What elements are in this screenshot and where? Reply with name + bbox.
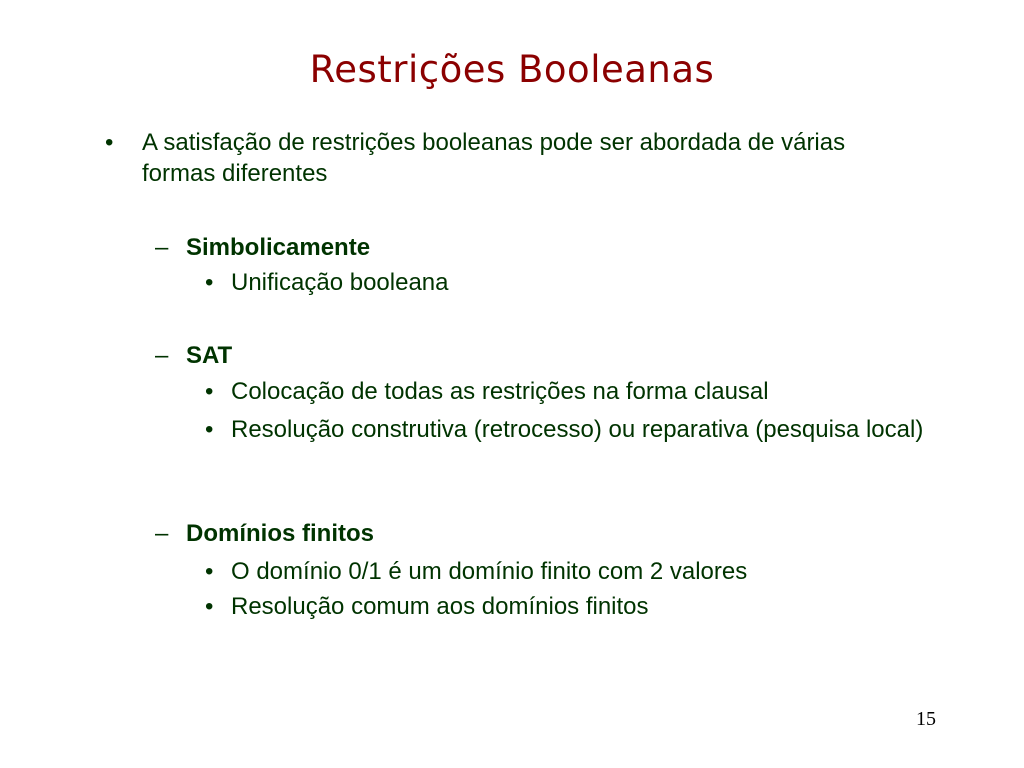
sub-bullet-text: Unificação booleana (231, 269, 449, 296)
sub-bullet-text: O domínio 0/1 é um domínio finito com 2 valores (231, 558, 748, 585)
sub-bullet (205, 267, 925, 298)
bullet-marker: • (205, 378, 214, 405)
section-heading-sat (155, 340, 915, 371)
sub-bullet (205, 556, 925, 587)
sub-bullet (205, 376, 925, 407)
section-heading-dominios-finitos (155, 518, 915, 549)
sub-bullet (205, 414, 925, 445)
section-heading-text: Simbolicamente (186, 234, 371, 261)
sub-bullet-text: Colocação de todas as restrições na forma clausal (231, 378, 769, 405)
bullet-marker: • (205, 558, 214, 585)
page-number: 15 (916, 708, 936, 730)
section-heading-text: SAT (186, 342, 233, 369)
bullet-marker: • (205, 269, 214, 296)
dash-marker: – (155, 342, 169, 369)
bullet-marker: • (105, 129, 114, 156)
bullet-marker: • (205, 593, 214, 620)
section-heading-simbolicamente (155, 232, 915, 263)
sub-bullet (205, 591, 925, 622)
dash-marker: – (155, 234, 169, 261)
slide-title: Restrições Booleanas (309, 48, 715, 91)
bullet-marker: • (205, 416, 214, 443)
dash-marker: – (155, 520, 169, 547)
bullet-intro-text: A satisfação de restrições booleanas pode ser abordada de várias formas diferentes (142, 129, 846, 187)
section-heading-text: Domínios finitos (186, 520, 374, 547)
bullet-intro (105, 127, 925, 189)
sub-bullet-text: Resolução construtiva (retrocesso) ou reparativa (pesquisa local) (231, 416, 924, 443)
sub-bullet-text: Resolução comum aos domínios finitos (231, 593, 649, 620)
